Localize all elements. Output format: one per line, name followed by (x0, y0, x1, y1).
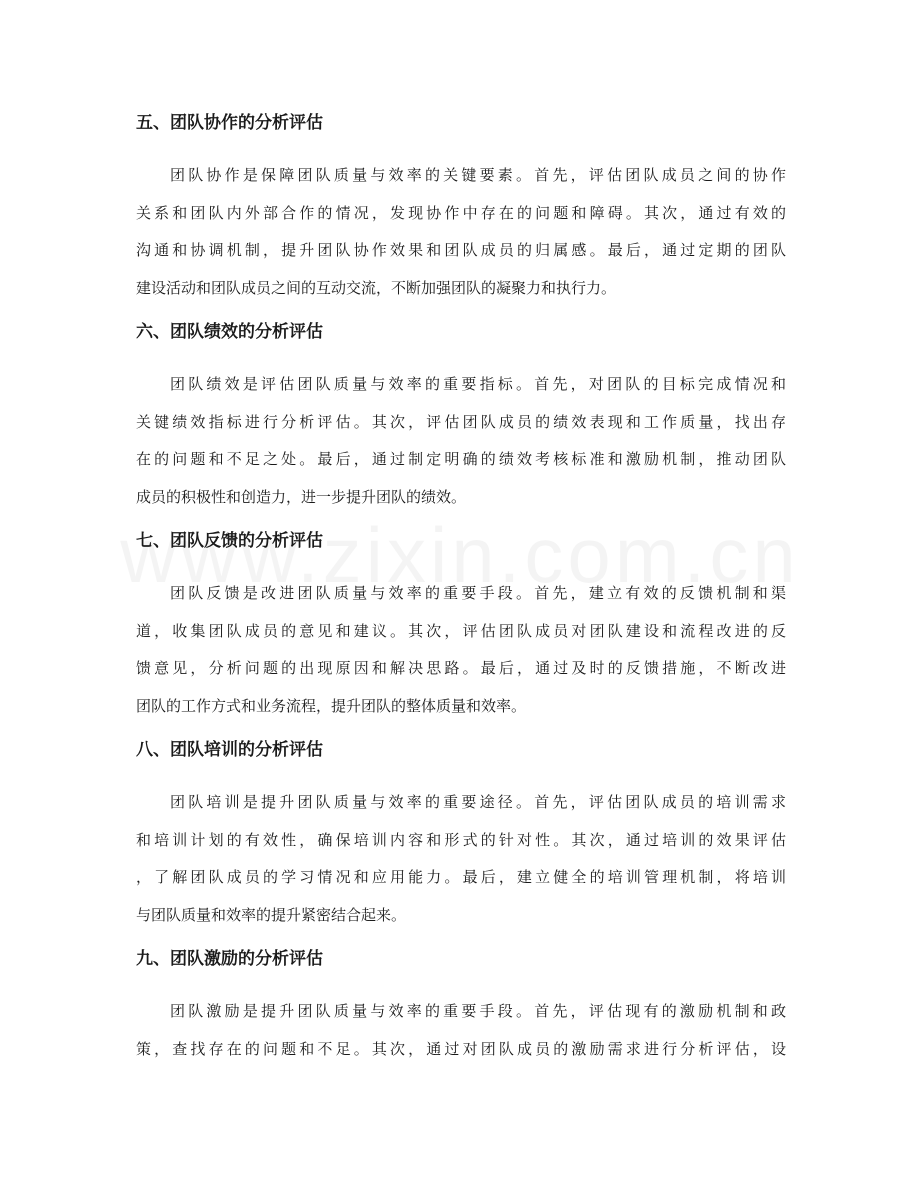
paragraph-line: 团队绩效是评估团队质量与效率的重要指标。首先，对团队的目标完成情况和 (170, 375, 786, 393)
paragraph-line: 策，查找存在的问题和不足。其次，通过对团队成员的激励需求进行分析评估，设 (136, 1039, 786, 1058)
paragraph-line: 道，收集团队成员的意见和建议。其次，评估团队成员对团队建设和流程改进的反 (136, 621, 786, 640)
paragraph-line: ，了解团队成员的学习情况和应用能力。最后，建立健全的培训管理机制，将培训 (136, 868, 786, 886)
paragraph-line: 团队培训是提升团队质量与效率的重要途径。首先，评估团队成员的培训需求 (170, 793, 786, 811)
section-heading: 八、团队培训的分析评估 (136, 740, 323, 760)
paragraph (136, 575, 786, 725)
section-heading: 七、团队反馈的分析评估 (136, 531, 323, 551)
paragraph-line: 建设活动和团队成员之间的互动交流，不断加强团队的凝聚力和执行力。 (136, 278, 617, 297)
paragraph-line: 团队协作是保障团队质量与效率的关键要素。首先，评估团队成员之间的协作 (170, 166, 786, 184)
paragraph-line: 关键绩效指标进行分析评估。其次，评估团队成员的绩效表现和工作质量，找出存 (136, 412, 786, 431)
paragraph-line: 与团队质量和效率的提升紧密结合起来。 (136, 905, 407, 924)
paragraph (136, 993, 786, 1068)
section-heading: 五、团队协作的分析评估 (136, 113, 323, 133)
document-body (136, 106, 786, 1076)
section (136, 106, 786, 307)
paragraph-line: 在的问题和不足之处。最后，通过制定明确的绩效考核标准和激励机制，推动团队 (136, 450, 786, 468)
section-heading: 九、团队激励的分析评估 (136, 949, 323, 969)
section (136, 942, 786, 1068)
paragraph (136, 784, 786, 934)
section (136, 315, 786, 516)
paragraph-line: 馈意见，分析问题的出现原因和解决思路。最后，通过及时的反馈措施，不断改进 (136, 659, 786, 677)
paragraph-line: 沟通和协调机制，提升团队协作效果和团队成员的归属感。最后，通过定期的团队 (136, 241, 786, 259)
paragraph-line: 成员的积极性和创造力，进一步提升团队的绩效。 (136, 487, 467, 506)
paragraph (136, 366, 786, 516)
paragraph-line: 团队激励是提升团队质量与效率的重要手段。首先，评估现有的激励机制和政 (170, 1002, 786, 1020)
section (136, 733, 786, 934)
paragraph-line: 和培训计划的有效性，确保培训内容和形式的针对性。其次，通过培训的效果评估 (136, 830, 786, 849)
paragraph-line: 团队反馈是改进团队质量与效率的重要手段。首先，建立有效的反馈机制和渠 (170, 584, 786, 602)
paragraph (136, 157, 786, 307)
section-heading: 六、团队绩效的分析评估 (136, 322, 323, 342)
paragraph-line: 关系和团队内外部合作的情况，发现协作中存在的问题和障碍。其次，通过有效的 (136, 203, 786, 222)
section (136, 524, 786, 725)
paragraph-line: 团队的工作方式和业务流程，提升团队的整体质量和效率。 (136, 696, 527, 715)
